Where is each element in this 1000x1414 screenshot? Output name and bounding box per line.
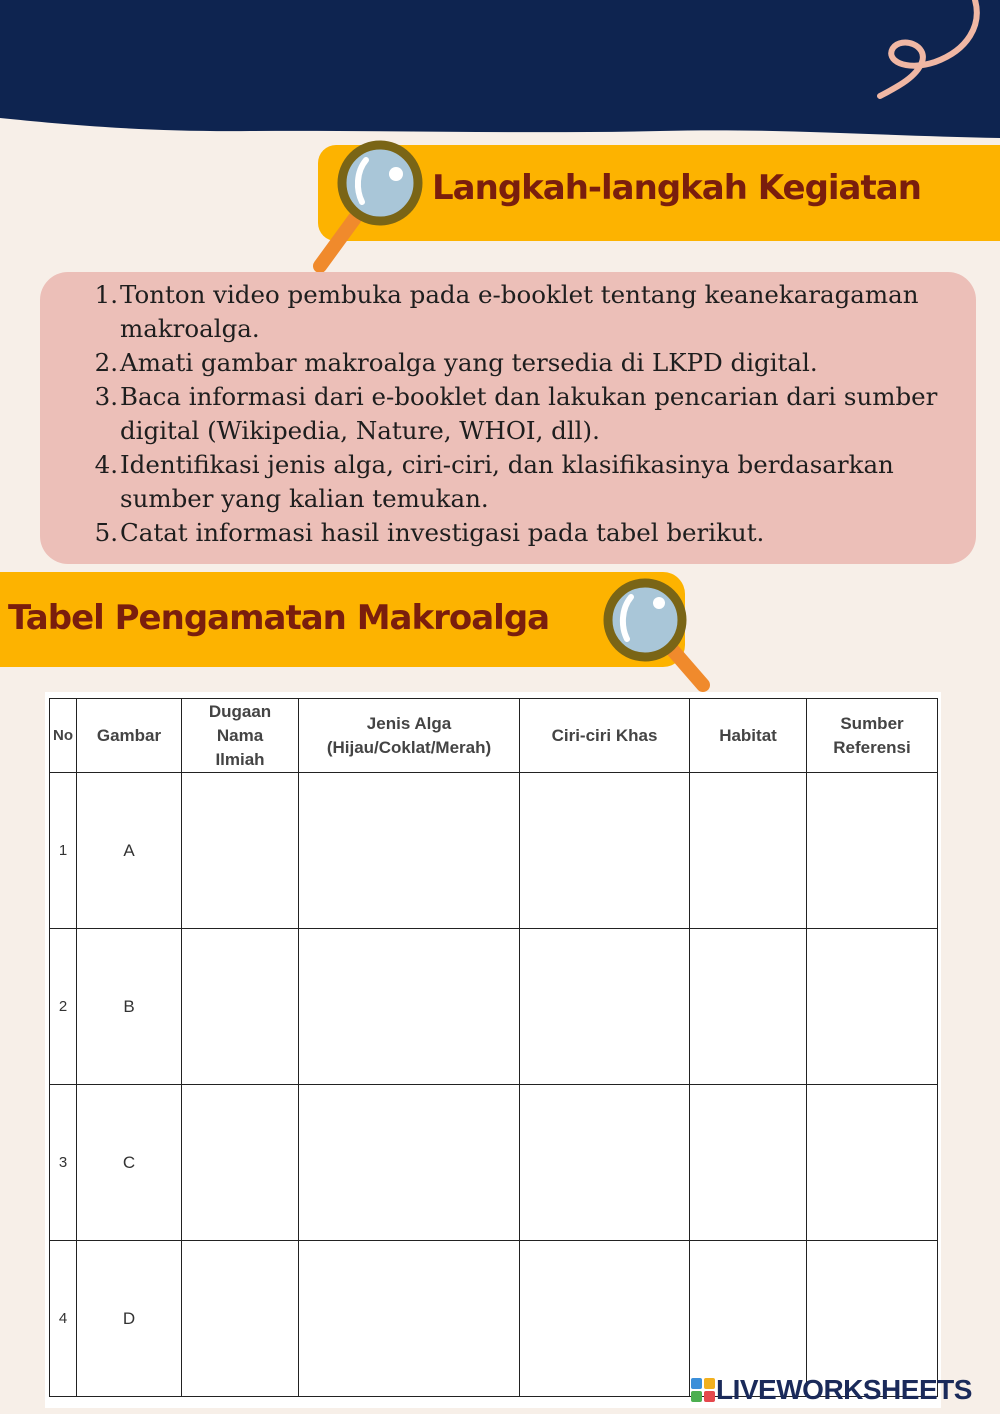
header-habitat: Habitat [690,699,807,773]
input-cell[interactable] [520,929,690,1085]
table-header-row [50,699,938,773]
list-text: Amati gambar makroalga yang tersedia di LKPD digital. [120,348,818,377]
input-cell[interactable] [299,1085,520,1241]
list-number: 4. [94,450,118,479]
cell-gambar: D [77,1241,182,1397]
input-cell[interactable] [807,929,938,1085]
steps-list [86,278,956,550]
liveworksheets-logo [690,1374,972,1406]
list-item [86,346,956,380]
header-ciri-khas: Ciri-ciri Khas [520,699,690,773]
input-cell[interactable] [182,773,299,929]
list-number: 1. [94,280,118,309]
cell-gambar: C [77,1085,182,1241]
cell-no: 1 [50,773,77,929]
list-item [86,278,956,346]
input-cell[interactable] [690,1085,807,1241]
cell-no: 2 [50,929,77,1085]
magnifier-icon [300,138,440,273]
cell-no: 4 [50,1241,77,1397]
table-row [50,773,938,929]
table-row [50,929,938,1085]
input-cell[interactable] [520,1241,690,1397]
list-item [86,448,956,516]
input-cell[interactable] [690,929,807,1085]
cell-gambar: B [77,929,182,1085]
magnifier-icon [595,575,715,695]
steps-title: Langkah-langkah Kegiatan [432,168,921,208]
header-no: No [50,699,77,773]
cell-no: 3 [50,1085,77,1241]
header-dugaan-nama: Dugaan Nama Ilmiah [182,699,299,773]
list-text: Identifikasi jenis alga, ciri-ciri, dan klasifikasinya berdasarkan sumber yang kalian temukan. [120,450,894,513]
input-cell[interactable] [690,773,807,929]
list-number: 3. [94,382,118,411]
list-text: Baca informasi dari e-booklet dan lakukan pencarian dari sumber digital (Wikipedia, Nature, WHOI, dll). [120,382,938,445]
liveworksheets-icon [690,1377,716,1403]
input-cell[interactable] [299,929,520,1085]
table-row [50,1085,938,1241]
input-cell[interactable] [520,773,690,929]
input-cell[interactable] [807,773,938,929]
input-cell[interactable] [299,773,520,929]
observation-table [49,698,938,1397]
input-cell[interactable] [520,1085,690,1241]
list-text: Catat informasi hasil investigasi pada tabel berikut. [120,518,765,547]
list-number: 5. [94,518,118,547]
input-cell[interactable] [807,1085,938,1241]
watermark-text: LIVEWORKSHEETS [716,1374,972,1405]
list-number: 2. [94,348,118,377]
input-cell[interactable] [182,1241,299,1397]
input-cell[interactable] [182,929,299,1085]
header-sumber: Sumber Referensi [807,699,938,773]
header-jenis-alga: Jenis Alga (Hijau/Coklat/Merah) [299,699,520,773]
table-title: Tabel Pengamatan Makroalga [8,598,550,638]
list-item [86,380,956,448]
header-gambar: Gambar [77,699,182,773]
input-cell[interactable] [182,1085,299,1241]
list-text: Tonton video pembuka pada e-booklet tentang keanekaragaman makroalga. [120,280,919,343]
header-band [0,0,1000,150]
input-cell[interactable] [299,1241,520,1397]
table-container [45,692,941,1408]
list-item [86,516,956,550]
cell-gambar: A [77,773,182,929]
